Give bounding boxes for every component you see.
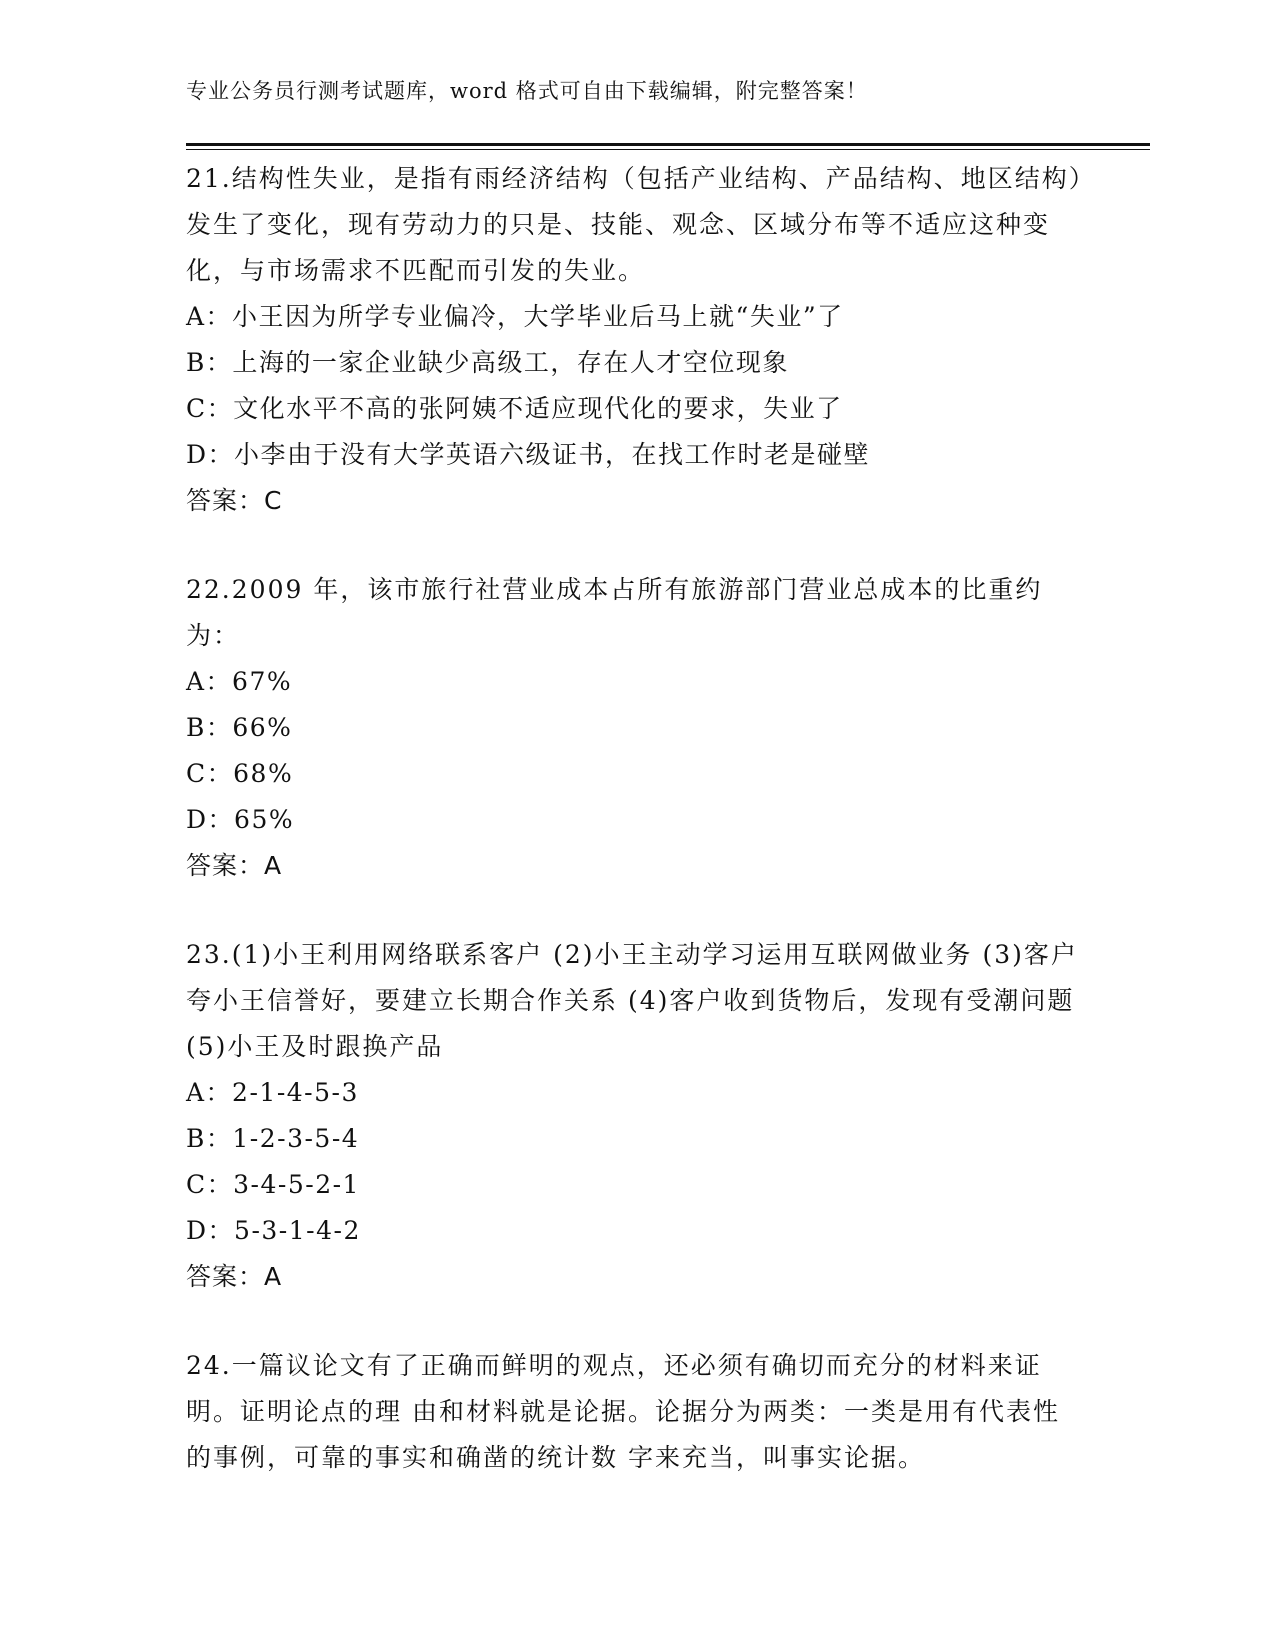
- option-c: C：68%: [186, 759, 294, 788]
- answer-text: 答案：C: [186, 486, 283, 515]
- option-b: B：1-2-3-5-4: [186, 1124, 360, 1153]
- question-gap: [186, 889, 1086, 932]
- option-d: D：5-3-1-4-2: [186, 1216, 361, 1245]
- option-a: A：2-1-4-5-3: [186, 1078, 359, 1107]
- option-c: C：文化水平不高的张阿姨不适应现代化的要求，失业了: [186, 394, 843, 423]
- question-22: [186, 567, 1086, 889]
- option-b: B：上海的一家企业缺少高级工，存在人才空位现象: [186, 348, 789, 377]
- question-gap: [186, 524, 1086, 567]
- question-21: [186, 156, 1086, 524]
- option-c: C：3-4-5-2-1: [186, 1170, 360, 1199]
- question-stem: 21.结构性失业，是指有雨经济结构（包括产业结构、产品结构、地区结构）发生了变化，现有劳动力的只是、技能、观念、区域分布等不适应这种变化，与市场需求不匹配而引发的失业。: [186, 164, 1084, 285]
- option-b: B：66%: [186, 713, 293, 742]
- question-stem: 22.2009 年，该市旅行社营业成本占所有旅游部门营业总成本的比重约为：: [186, 575, 1043, 650]
- question-list: [186, 156, 1086, 1481]
- answer-text: 答案：A: [186, 851, 283, 880]
- option-a: A：67%: [186, 667, 293, 696]
- option-d: D：小李由于没有大学英语六级证书，在找工作时老是碰壁: [186, 440, 871, 469]
- header-rule-thick: [186, 143, 1150, 146]
- option-a: A：小王因为所学专业偏冷，大学毕业后马上就“失业”了: [186, 302, 844, 331]
- question-24: [186, 1343, 1086, 1481]
- question-gap: [186, 1300, 1086, 1343]
- question-stem: 23.(1)小王利用网络联系客户 (2)小王主动学习运用互联网做业务 (3)客户夸小王信誉好，要建立长期合作关系 (4)客户收到货物后，发现有受潮问题 (5)小王及时跟换产品: [186, 940, 1078, 1061]
- question-stem: 24.一篇议论文有了正确而鲜明的观点，还必须有确切而充分的材料来证明。证明论点的理 由和材料就是论据。论据分为两类：一类是用有代表性的事例，可靠的事实和确凿的统计数 字来充当，叫事实论据。: [186, 1351, 1060, 1472]
- option-d: D：65%: [186, 805, 295, 834]
- answer-text: 答案：A: [186, 1262, 283, 1291]
- question-23: [186, 932, 1086, 1300]
- page-header: 专业公务员行测考试题库，word 格式可自由下载编辑，附完整答案！: [186, 79, 868, 103]
- header-rule-thin: [186, 149, 1150, 150]
